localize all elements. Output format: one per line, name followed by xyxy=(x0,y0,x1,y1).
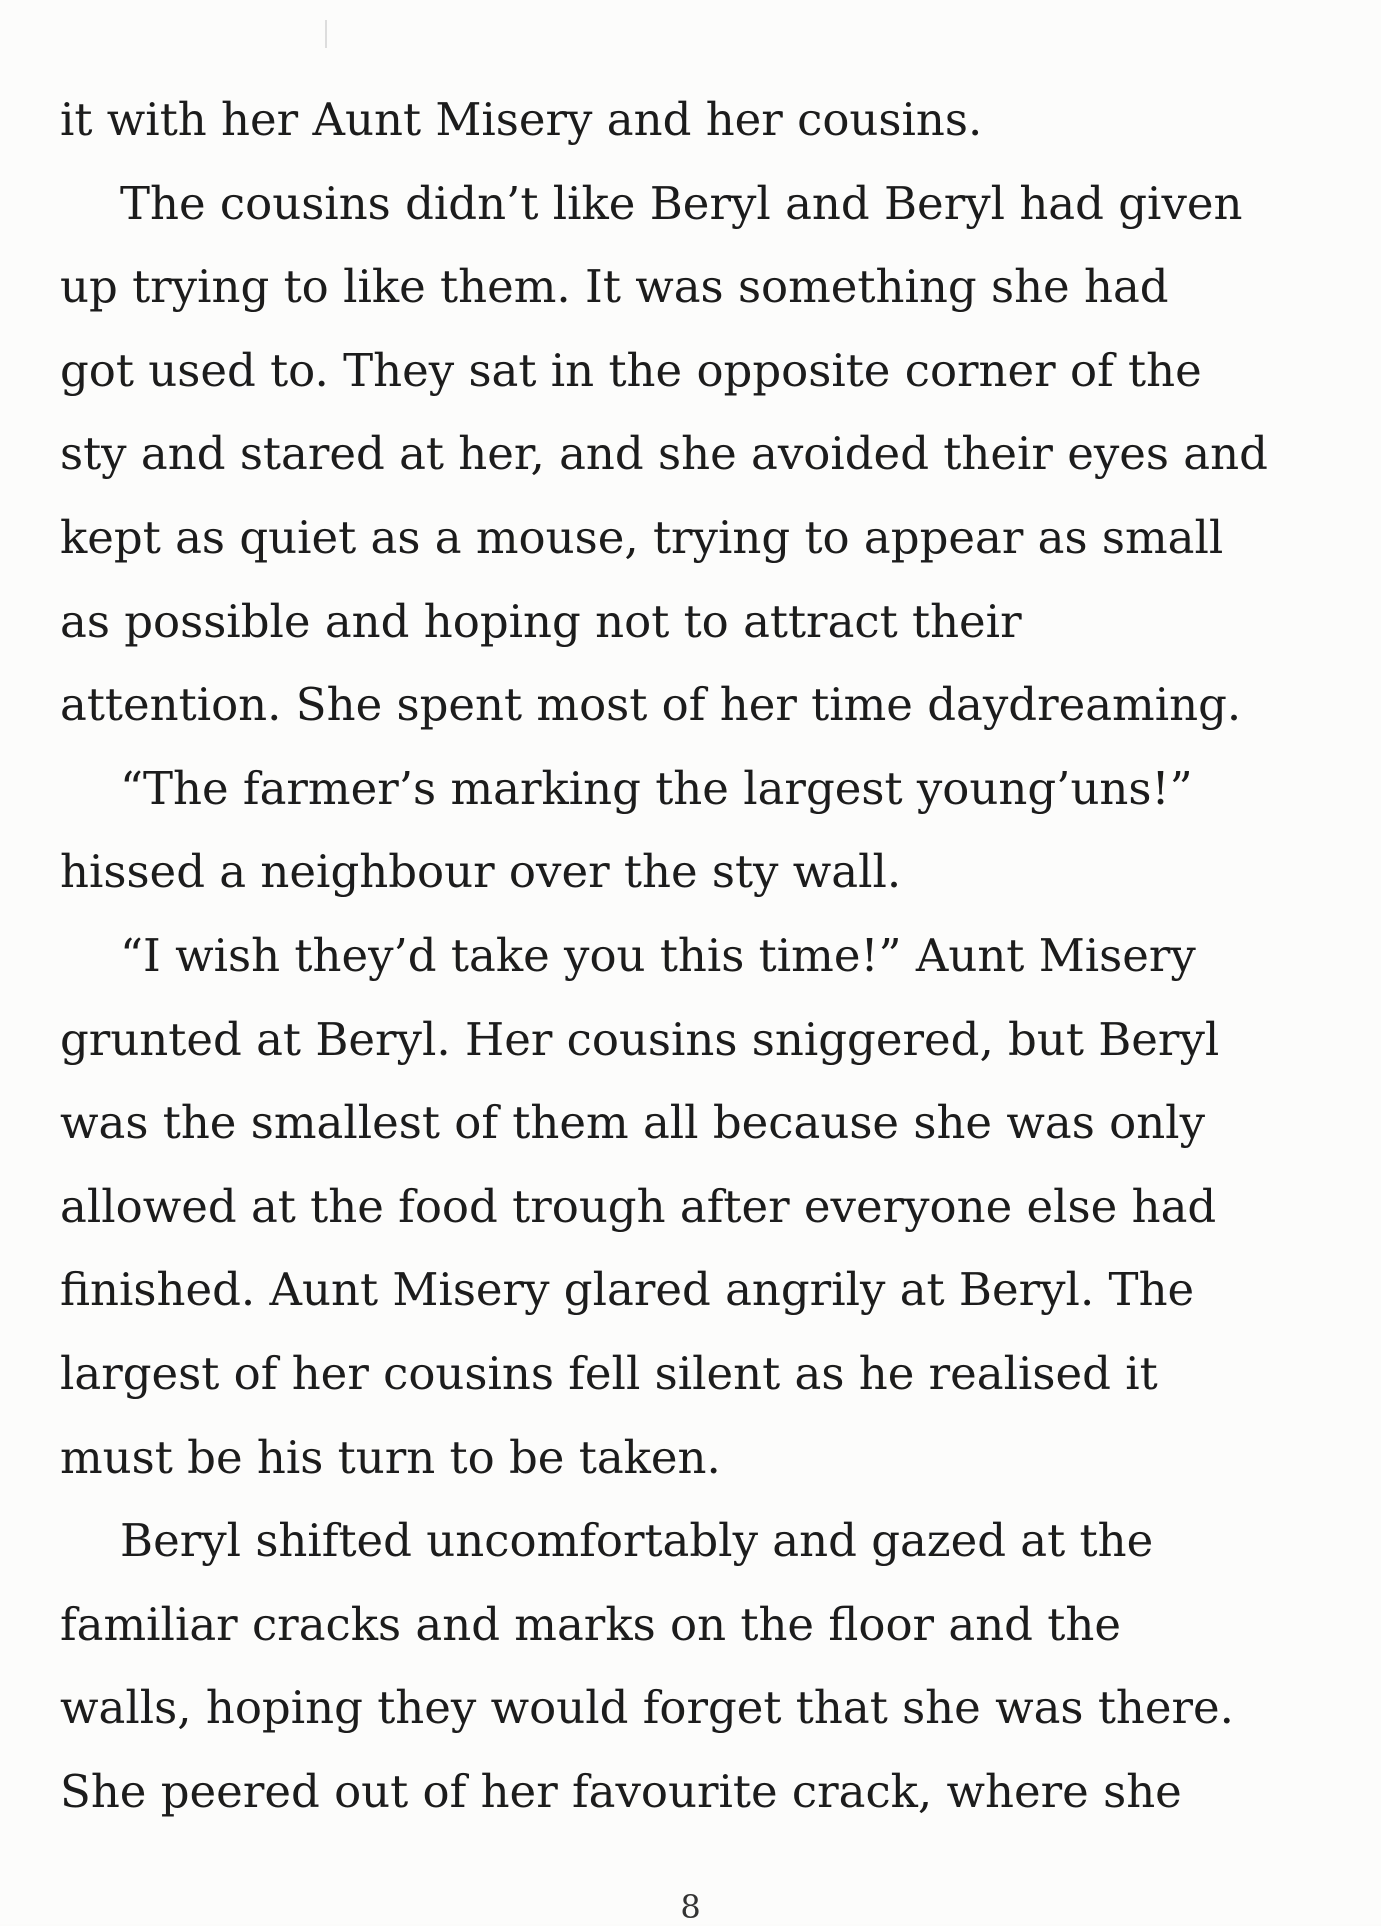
text-line-9: “The farmer’s marking the largest young’uns!” xyxy=(120,761,1193,815)
text-line-21: She peered out of her favourite crack, where she xyxy=(60,1764,1182,1818)
text-line-3: up trying to like them. It was something she had xyxy=(60,260,1169,314)
text-line-17: must be his turn to be taken. xyxy=(60,1430,721,1484)
text-line-7: as possible and hoping not to attract their xyxy=(60,594,1022,648)
text-line-8: attention. She spent most of her time daydreaming. xyxy=(60,678,1242,732)
scan-artifact-mark xyxy=(325,20,327,48)
page-number: 8 xyxy=(680,1888,701,1926)
text-line-1: it with her Aunt Misery and her cousins. xyxy=(60,93,983,146)
text-line-10: hissed a neighbour over the sty wall. xyxy=(60,845,902,899)
text-line-20: walls, hoping they would forget that she was there. xyxy=(60,1681,1234,1735)
text-line-13: was the smallest of them all because she was only xyxy=(60,1096,1205,1150)
text-line-15: finished. Aunt Misery glared angrily at Beryl. The xyxy=(60,1263,1195,1317)
text-line-16: largest of her cousins fell silent as he realised it xyxy=(60,1346,1158,1400)
text-line-14: allowed at the food trough after everyone else had xyxy=(60,1179,1217,1233)
text-line-19: familiar cracks and marks on the floor and the xyxy=(60,1597,1121,1651)
text-line-6: kept as quiet as a mouse, trying to appear as small xyxy=(60,510,1224,564)
text-line-18: Beryl shifted uncomfortably and gazed at the xyxy=(120,1514,1154,1568)
text-line-4: got used to. They sat in the opposite corner of the xyxy=(60,343,1202,397)
body-text xyxy=(60,78,1270,1833)
text-line-2: The cousins didn’t like Beryl and Beryl had given xyxy=(120,176,1243,230)
text-line-12: grunted at Beryl. Her cousins sniggered, but Beryl xyxy=(60,1012,1220,1066)
text-line-11: “I wish they’d take you this time!” Aunt Misery xyxy=(120,928,1196,982)
text-line-5: sty and stared at her, and she avoided their eyes and xyxy=(60,427,1268,481)
